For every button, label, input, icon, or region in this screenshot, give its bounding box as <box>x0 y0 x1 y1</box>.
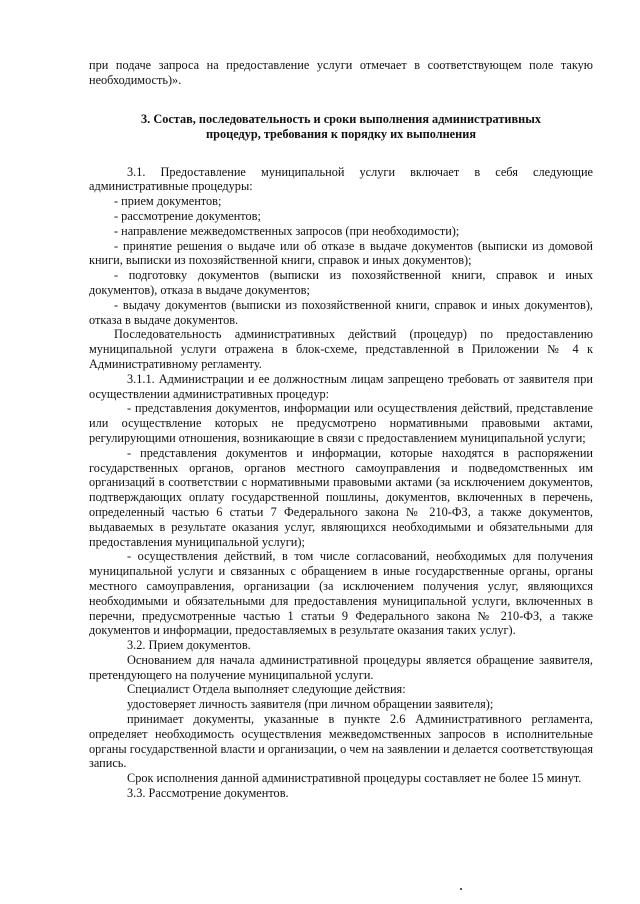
procedure-item: - выдачу документов (выписки из похозяйственной книги, справок и иных документов), отказа в выдаче документов. <box>89 297 593 327</box>
section-heading-line1: 3. Состав, последовательность и сроки выполнения административных <box>141 111 541 126</box>
scan-speck <box>460 888 462 890</box>
procedure-item: - принятие решения о выдаче или об отказе в выдаче документов (выписки из домовой книги, выписки из похозяйственной книги, справок и иных документов); <box>89 238 593 268</box>
paragraph-3-1-1: 3.1.1. Администрации и ее должностным лицам запрещено требовать от заявителя при осуществлении административных процедур: <box>89 371 593 401</box>
prohibited-item: - представления документов, информации или осуществления действий, представление или осуществление которых не предусмотрено нормативными правовыми актами, регулирующими отношения, возникающие в связи с предоставлением муниципальной услуги; <box>89 401 593 445</box>
verifies-paragraph: удостоверяет личность заявителя (при личном обращении заявителя); <box>127 697 494 712</box>
prohibited-item: - осуществления действий, в том числе согласований, необходимых для получения муниципальной услуги и связанных с обращением в иные государственные органы, органы местного самоуправления, организации (за исключением получения услуг, являющихся необходимыми и обязательными для предоставления муниципальной услуги, включенных в перечни, предусмотренные частью 1 статьи 9 Федерального закона № 210-ФЗ, а также документов и информации, предоставляемых в результате оказания таких услуг). <box>89 549 593 638</box>
procedure-item: - рассмотрение документов; <box>114 208 261 223</box>
sequence-paragraph: Последовательность административных действий (процедур) по предоставлению муниципальной услуги отражена в блок-схеме, представленной в Приложении № 4 к Административному регламенту. <box>89 327 593 371</box>
specialist-paragraph: Специалист Отдела выполняет следующие действия: <box>127 682 406 697</box>
paragraph-3-1: 3.1. Предоставление муниципальной услуги включает в себя следующие административные процедуры: <box>89 164 593 194</box>
section-heading-line2: процедур, требования к порядку их выполнения <box>206 127 476 142</box>
procedure-item: - направление межведомственных запросов (при необходимости); <box>114 223 460 238</box>
section-heading <box>89 112 593 143</box>
procedure-item: - подготовку документов (выписки из похозяйственной книги, справок и иных документов), отказа в выдаче документов; <box>89 268 593 297</box>
document-body <box>89 58 593 801</box>
procedure-item: - прием документов; <box>114 194 222 209</box>
prohibited-item: - представления документов и информации, которые находятся в распоряжении государственных органов, органов местного самоуправления и подведомственных им организаций в соответствии с нормативными правовыми актами (за исключением документов, подтверждающих оплату государственной пошлины, документов, включенных в перечень, определенный частью 6 статьи 7 Федерального закона № 210-ФЗ, а также документов, выдаваемых в результате оказания услуг, являющихся необходимыми и обязательными для предоставления муниципальной услуги); <box>89 445 593 549</box>
basis-paragraph: Основанием для начала административной процедуры является обращение заявителя, претендующего на получение муниципальной услуги. <box>89 652 593 682</box>
paragraph-3-3: 3.3. Рассмотрение документов. <box>127 786 289 801</box>
paragraph-3-2: 3.2. Прием документов. <box>127 638 251 653</box>
accepts-paragraph: принимает документы, указанные в пункте 2.6 Административного регламента, определяет необходимость осуществления межведомственных запросов в исполнительные органы государственной власти и организации, о чем на заявлении и делается соответствующая запись. <box>89 712 593 771</box>
lead-paragraph: при подаче запроса на предоставление услуги отмечает в соответствующем поле такую необходимость)». <box>89 58 593 87</box>
deadline-paragraph: Срок исполнения данной административной процедуры составляет не более 15 минут. <box>127 771 582 786</box>
